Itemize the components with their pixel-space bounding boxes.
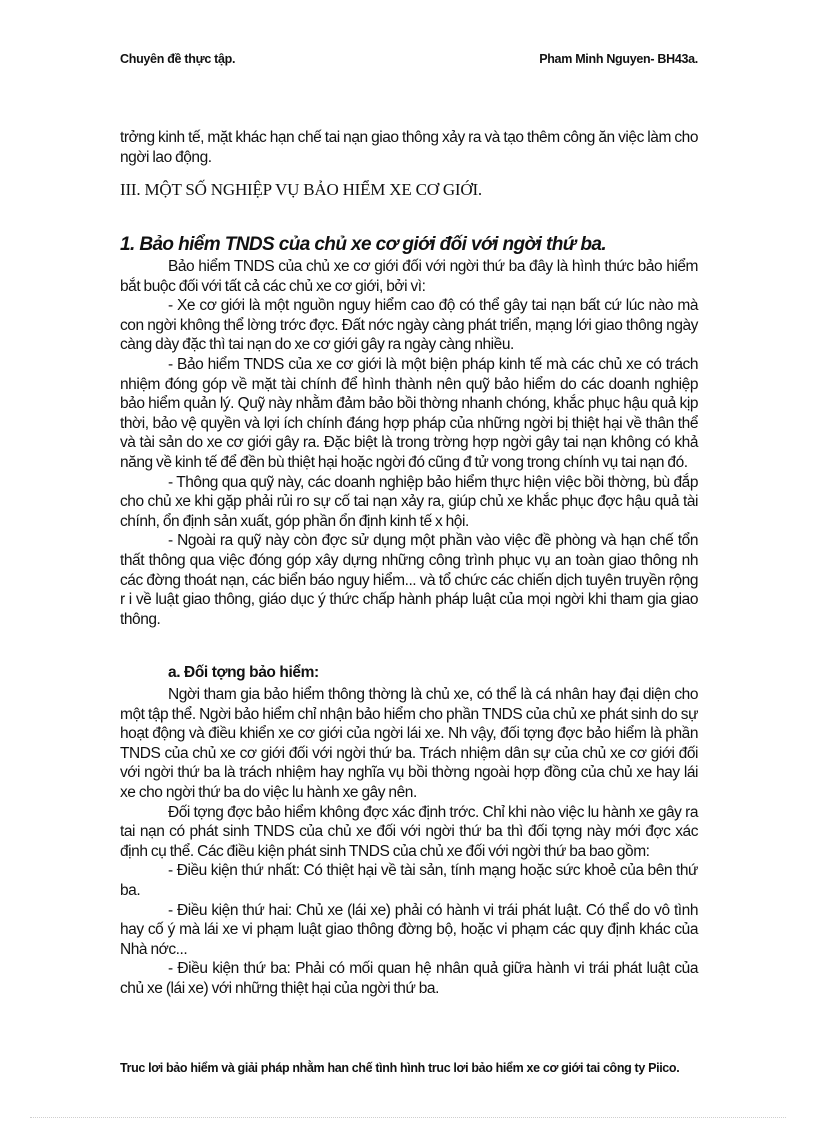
paragraph: - Bảo hiểm TNDS của xe cơ giới là một biện pháp kinh tế mà các chủ xe có trách nhiệm đóng góp về mặt tài chính để hình thành nên quỹ bảo hiểm do các doanh nghiệp bảo hiểm quản lý. Quỹ này nhằm đảm bảo bồi thờng nhanh chóng, khắc phục hậu quả kịp thời, bảo vệ quyền và lợi ích chính đáng hợp pháp của những ngời bị thiệt hại về thân thể và tài sản do xe cơ giới gây ra. Đặc biệt là trong trờng hợp ngời gây tai nạn không có khả năng về kinh tế để đền bù thiệt hại hoặc ngời đó cũng đ tử vong trong chính vụ tai nạn đó. — [120, 355, 698, 471]
page-footer: Truc lơi bảo hiểm và giải pháp nhằm han chế tình hình truc lơi bảo hiểm xe cơ giới tai công ty Piico. — [120, 1061, 680, 1075]
part2-block — [120, 685, 698, 999]
intro-block — [120, 128, 698, 167]
heading-1: 1. Bảo hiểm TNDS của chủ xe cơ giới đối với ngời thứ ba. — [120, 234, 607, 255]
paragraph: - Điều kiện thứ nhất: Có thiệt hại về tài sản, tính mạng hoặc sức khoẻ của bên thứ ba. — [120, 862, 698, 899]
part1-block — [120, 257, 698, 629]
bottom-dotted-line — [30, 1117, 786, 1118]
paragraph: - Điều kiện thứ ba: Phải có mối quan hệ nhân quả giữa hành vi trái phát luật của chủ xe (lái xe) với những thiệt hại của ngời thứ ba. — [120, 960, 698, 997]
paragraph: Đối tợng đợc bảo hiểm không đợc xác định trớc. Chỉ khi nào việc lu hành xe gây ra tai nạn có phát sinh TNDS của chủ xe đối với ngời thứ ba thì đối tợng này mới đợc xác định cụ thể. Các điều kiện phát sinh TNDS của chủ xe đối với ngời thứ ba bao gồm: — [120, 803, 698, 860]
header-left: Chuyên đề thực tập. — [120, 52, 236, 66]
subheading-a: a. Đối tợng bảo hiểm: — [168, 664, 319, 681]
paragraph: - Điều kiện thứ hai: Chủ xe (lái xe) phải có hành vi trái phát luật. Có thể do vô tình hay cố ý mà lái xe vi phạm luật giao thông đờng bộ, hoặc vi phạm các quy định khác của Nhà nớc... — [120, 901, 698, 958]
paragraph: Ngời tham gia bảo hiểm thông thờng là chủ xe, có thể là cá nhân hay đại diện cho một tập thể. Ngời bảo hiểm chỉ nhận bảo hiểm cho phần TNDS của chủ xe phát sinh do sự hoạt động và điều khiển xe cơ giới của ngời lái xe. Nh vậy, đối tợng đợc bảo hiểm là phần TNDS của chủ xe cơ giới đối với ngời thứ ba. Trách nhiệm dân sự của chủ xe cơ giới đối với ngời thứ ba là trách nhiệm hay nghĩa vụ bồi thờng ngoài hợp đồng của chủ xe hay lái xe cho ngời thứ ba do việc lu hành xe gây nên. — [120, 686, 698, 801]
paragraph: - Ngoài ra quỹ này còn đợc sử dụng một phần vào việc đề phòng và hạn chế tổn thất thông qua việc đóng góp xây dựng những công trình phục vụ an toàn giao thông nh các đờng thoát nạn, các biển báo nguy hiểm... và tổ chức các chiến dịch tuyên truyền rộng r i về luật giao thông, giáo dục ý thức chấp hành pháp luật của mọi ngời khi tham gia giao thông. — [120, 532, 698, 628]
section-title: III. MỘT SỐ NGHIỆP VỤ BẢO HIỂM XE CƠ GIỚI. — [120, 180, 482, 199]
intro-paragraph: trởng kinh tế, mặt khác hạn chế tai nạn giao thông xảy ra và tạo thêm công ăn việc làm cho ngời lao động. — [120, 129, 698, 166]
paragraph: Bảo hiểm TNDS của chủ xe cơ giới đối với ngời thứ ba đây là hình thức bảo hiểm bắt buộc đối với tất cả các chủ xe cơ giới, bởi vì: — [120, 258, 698, 295]
paragraph: - Xe cơ giới là một nguồn nguy hiểm cao độ có thể gây tai nạn bất cứ lúc nào mà con ngời không thể lờng trớc đợc. Đất nớc ngày càng phát triển, mạng lới giao thông ngày càng dày đặc thì tai nạn do xe cơ giới gây ra ngày càng nhiều. — [120, 297, 698, 354]
paragraph: - Thông qua quỹ này, các doanh nghiệp bảo hiểm thực hiện việc bồi thờng, bù đắp cho chủ xe khi gặp phải rủi ro sự cố tai nạn xảy ra, giúp chủ xe khắc phục đợc hậu quả tài chính, ổn định sản xuất, góp phần ổn định kinh tế x hội. — [120, 473, 698, 530]
header-right: Pham Minh Nguyen- BH43a. — [539, 52, 698, 66]
